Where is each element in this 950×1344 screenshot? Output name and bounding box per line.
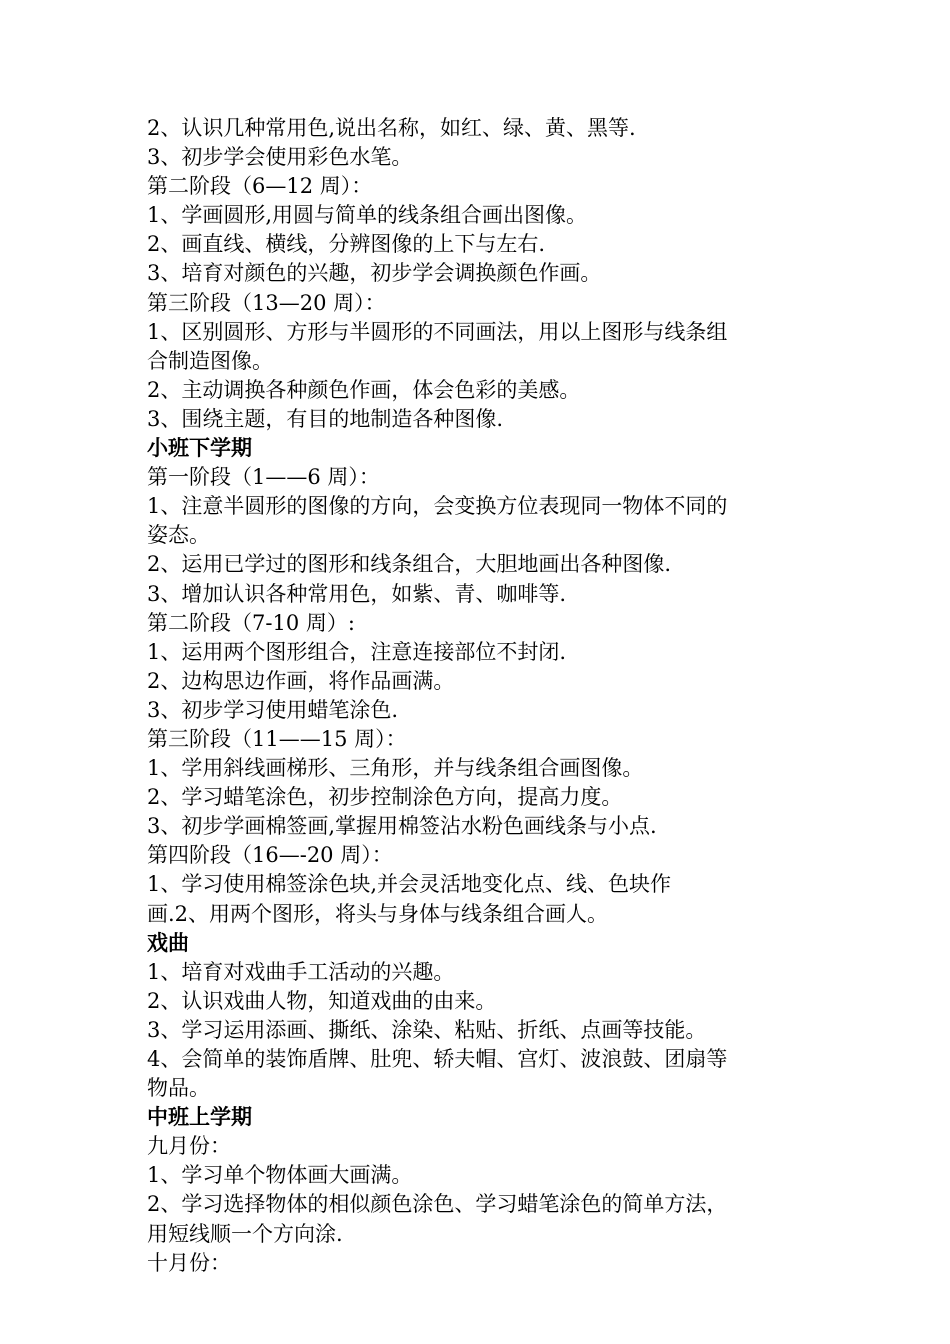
text-line: 2、运用已学过的图形和线条组合，大胆地画出各种图像.	[147, 552, 672, 577]
text-line: 1、学习单个物体画大画满。	[147, 1163, 413, 1188]
text-line: 4、会简单的装饰盾牌、肚兜、轿夫帽、宫灯、波浪鼓、团扇等	[147, 1047, 728, 1071]
text-line: 3、初步学会使用彩色水笔。	[147, 145, 413, 170]
text-line: 1、注意半圆形的图像的方向，会变换方位表现同一物体不同的	[147, 494, 728, 519]
text-line: 3、增加认识各种常用色，如紫、青、咖啡等.	[147, 581, 567, 606]
text-line: 1、学用斜线画梯形、三角形，并与线条组合画图像。	[147, 756, 644, 781]
text-line: 第二阶段（7-10 周）:	[147, 610, 355, 635]
text-line: 3、学习运用添画、撕纸、涂染、粘贴、折纸、点画等技能。	[147, 1017, 707, 1042]
text-line: 2、学习蜡笔涂色，初步控制涂色方向，提高力度。	[147, 785, 623, 810]
section-heading: 戏曲	[147, 930, 189, 955]
text-line: 3、初步学习使用蜡笔涂色.	[147, 697, 399, 722]
section-heading: 小班下学期	[147, 436, 252, 461]
text-line: 2、认识戏曲人物，知道戏曲的由来。	[147, 988, 497, 1013]
text-line: 第三阶段（11——15 周）：	[147, 726, 407, 751]
text-line: 2、画直线、横线，分辨图像的上下与左右.	[147, 232, 546, 257]
text-line: 1、运用两个图形组合，注意连接部位不封闭.	[147, 639, 567, 664]
text-line: 第三阶段（13—20 周）：	[147, 290, 386, 315]
text-line: 九月份：	[147, 1134, 231, 1159]
text-line: 2、学习选择物体的相似颜色涂色、学习蜡笔涂色的简单方法，	[147, 1192, 728, 1217]
text-line: 1、学习使用棉签涂色块,并会灵活地变化点、线、色块作	[147, 872, 672, 897]
text-line: 十月份：	[147, 1250, 231, 1275]
text-line: 用短线顺一个方向涂.	[147, 1221, 343, 1246]
text-line: 第一阶段（1——6 周）：	[147, 465, 380, 490]
text-line: 第四阶段（16—-20 周）：	[147, 843, 393, 868]
text-line: 1、区别圆形、方形与半圆形的不同画法，用以上图形与线条组	[147, 319, 728, 344]
text-line: 物品。	[147, 1076, 210, 1101]
section-heading: 中班上学期	[147, 1105, 252, 1130]
text-line: 合制造图像。	[147, 348, 273, 373]
text-line: 2、主动调换各种颜色作画，体会色彩的美感。	[147, 377, 581, 402]
text-line: 姿态。	[147, 523, 210, 548]
text-line: 2、认识几种常用色,说出名称，如红、绿、黄、黑等.	[147, 116, 636, 140]
text-line: 1、培育对戏曲手工活动的兴趣。	[147, 959, 455, 984]
text-line: 1、学画圆形,用圆与简单的线条组合画出图像。	[147, 203, 588, 228]
text-line: 3、初步学画棉签画,掌握用棉签沾水粉色画线条与小点.	[147, 814, 657, 839]
text-line: 第二阶段（6—12 周）：	[147, 174, 373, 199]
text-line: 2、边构思边作画，将作品画满。	[147, 668, 455, 693]
document-page	[147, 114, 807, 1278]
text-line: 3、培育对颜色的兴趣，初步学会调换颜色作画。	[147, 261, 602, 286]
text-line: 3、围绕主题，有目的地制造各种图像.	[147, 406, 504, 431]
text-line: 画.2、用两个图形，将头与身体与线条组合画人。	[147, 901, 609, 926]
